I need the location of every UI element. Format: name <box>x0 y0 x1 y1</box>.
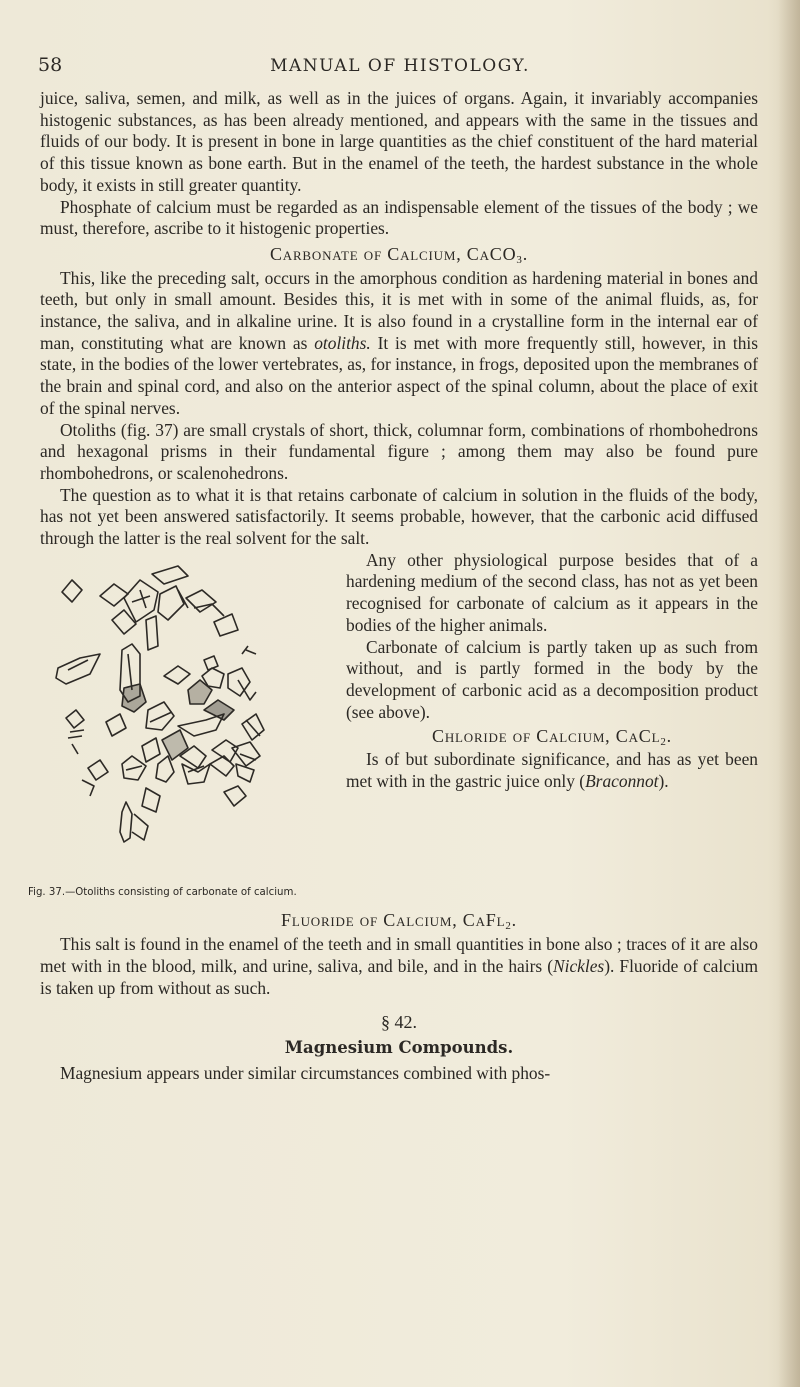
paragraph: Otoliths (fig. 37) are small crystals of short, thick, columnar form, combinations of rhombohedrons and hexagonal prisms in their fundamental figure ; among them may also be found pure rhombohedrons, or scalenohedrons. <box>40 419 758 483</box>
section-title: Magnesium Compounds. <box>284 1038 514 1058</box>
section-number: § 42. <box>381 1011 417 1032</box>
paragraph: Carbonate of calcium is partly taken up as such from without, and is partly formed in the body by the development of carbonic acid as a decomposition product (see above). <box>346 636 758 722</box>
page-edge-shadow <box>778 0 800 1387</box>
paragraph: Any other physiological purpose besides that of a hardening medium of the second class, has not as yet been recognised for carbonate of calcium as it appears in the bodies of the higher animals. <box>346 549 758 635</box>
paragraph: The question as to what it is that retains carbonate of calcium in solution in the fluids of the body, has not yet been answered satisfactorily. It seems probable, however, that the carbonic acid diffused through the latter is the real solvent for the salt. <box>40 484 758 549</box>
section-heading-carbonate: Carbonate of Calcium, CaCO$_3$. <box>269 243 529 266</box>
figure-caption: Fig. 37.—Otoliths consisting of carbonate of calcium. <box>28 887 297 899</box>
figure-otoliths <box>28 550 336 910</box>
paragraph: juice, saliva, semen, and milk, as well as in the juices of organs. Again, it invariably accompanies histogenic substances, as has been already mentioned, and appears with the same in the tissues and fluids of our body. It is present in bone in large quantities as the chief constituent of the hard material of this tissue known as bone earth. But in the enamel of the teeth, the hardest substance in the whole body, it exists in still greater quantity. <box>40 88 758 195</box>
paragraph: Magnesium appears under similar circumstances combined with phos- <box>60 1062 551 1083</box>
paragraph: Phosphate of calcium must be regarded as an indispensable element of the tissues of the body ; we must, therefore, ascribe to it histogenic properties. <box>40 196 758 239</box>
page-number: 58 <box>38 54 63 76</box>
paragraph: This salt is found in the enamel of the teeth and in small quantities in bone also ; traces of it are also met with in the blood, milk, and urine, saliva, and bile, and in the hairs (Nickles). Fluoride of calcium is taken up from without as such. <box>40 934 758 998</box>
paragraph: Is of but subordinate significance, and has as yet been met with in the gastric juice only (Braconnot). <box>346 749 758 791</box>
section-heading-chloride: Chloride of Calcium, CaCl$_2$. <box>432 726 672 749</box>
otoliths-illustration <box>28 550 336 890</box>
body-text <box>28 88 759 1085</box>
paragraph: This, like the preceding salt, occurs in the amorphous condition as hardening material in bones and teeth, but only in small amount. Besides this, it is met with in some of the animal fluids, as, for instance, the saliva, and in alkaline urine. It is also found in a crystalline form in the internal ear of man, constituting what are known as otoliths. It is met with more frequently still, however, in this state, in the bodies of the lower vertebrates, as, for instance, in frogs, deposited upon the membranes of the brain and spinal cord, and also on the anterior aspect of the spinal column, about the place of exit of the spinal nerves. <box>40 267 759 418</box>
running-title: MANUAL OF HISTOLOGY. <box>270 56 530 76</box>
page-header <box>0 54 800 80</box>
section-heading-fluoride: Fluoride of Calcium, CaFl$_2$. <box>281 909 517 932</box>
